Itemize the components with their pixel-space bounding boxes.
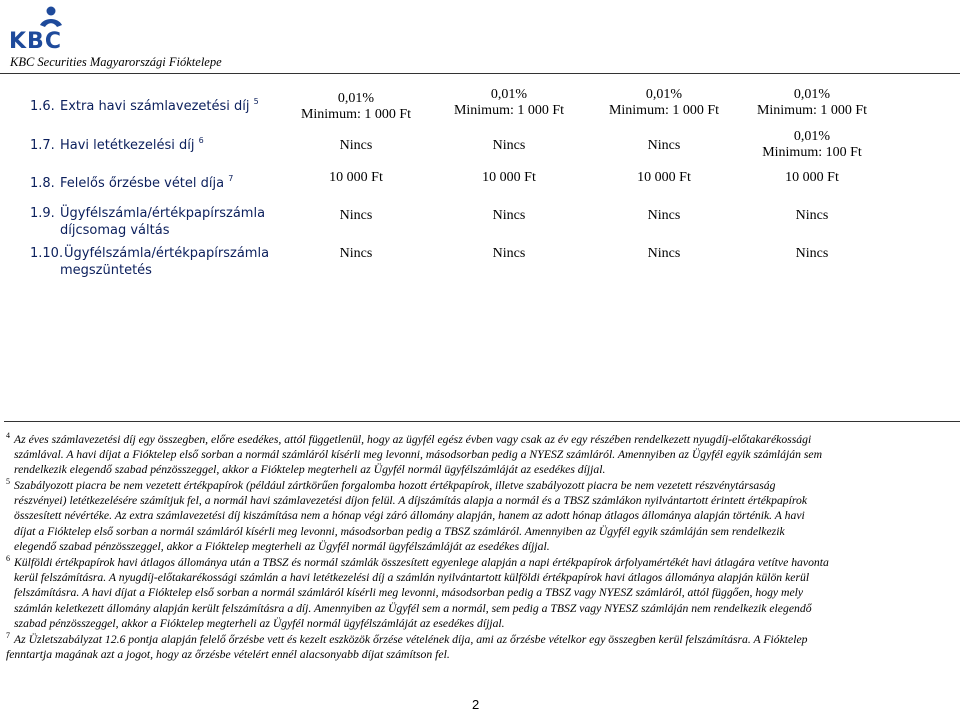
row-1-7-col-1: Nincs [339,138,373,153]
row-1-9-col-4: Nincs [795,208,829,223]
row-1-8-col-2: 10 000 Ft [482,170,536,185]
row-1-7-col-4: 0,01% Minimum: 100 Ft [762,129,862,160]
header-divider [0,73,960,74]
row-1-10-col-1: Nincs [339,246,373,261]
kbc-logo [6,4,226,68]
row-1-7-col-2: Nincs [492,138,526,153]
row-1-9-col-1: Nincs [339,208,373,223]
row-1-8-label: 1.8. Felelős őrzésbe vétel díja $^7$ [30,174,234,191]
kbc-logo-icon [6,4,96,52]
row-1-10-col-4: Nincs [795,246,829,261]
row-1-9-col-3: Nincs [647,208,681,223]
footnote-4: $^4$ Az éves számlavezetési díj egy összegben, előre esedékes, attól függetlenül, hogy az ügyfél egész évben vagy csak az év egy részében rendelkezett nyugdíj-előtakarékossági számlával. A havi díjat a Fióktelep első sorban a normál számláról kísérli meg levonni, másodsorban pedig a NYESZ számláról. Amennyiben az Ügyfél egyik számláján sem rendelkezik elegendő szabad pénzösszeggel, akkor a Fióktelep megterheli az Ügyfél normál ügyfélszámláját az esedékes díjjal. [6,431,823,477]
row-1-9-label: 1.9. Ügyfélszámla/értékpapírszámla díjcsomag váltás [30,206,266,238]
row-1-8-col-3: 10 000 Ft [637,170,691,185]
row-1-10-label: 1.10.Ügyfélszámla/értékpapírszámla megszüntetés [30,246,270,278]
row-1-9-col-2: Nincs [492,208,526,223]
row-1-8-col-4: 10 000 Ft [785,170,839,185]
branch-subtitle: KBC Securities Magyarországi Fióktelepe [10,55,222,69]
row-1-6-col-4: 0,01% Minimum: 1 000 Ft [756,87,868,118]
footnote-7: $^7$ Az Üzletszabályzat 12.6 pontja alapján felelő őrzésbe vett és kezelt eszközök őrzése vételének díja, ami az őrzésbe vételkor egy összegben kerül felszámításra. A Fióktelep fenntartja magának azt a jogot, hogy az őrzésbe vételért ennél alacsonyabb díjat számítson fel. [6,631,808,662]
row-1-10-col-3: Nincs [647,246,681,261]
row-1-10-col-2: Nincs [492,246,526,261]
row-1-6-label: 1.6. Extra havi számlavezetési díj $^5$ [30,97,259,114]
row-1-6-col-3: 0,01% Minimum: 1 000 Ft [608,87,720,118]
logo-text: KBC [9,29,62,52]
footnote-5: $^5$ Szabályozott piacra be nem vezetett értékpapírok (például zártkörűen forgalomba hozott értékpapírok, illetve szabályozott piacra be nem vezetett részvénytársaság részvényei) letétkezelésére számítjuk fel, a normál havi számlavezetési díjon felül. A díjszámítás alapja a normál és a TBSZ számlákon nyilvántartott érintett értékpapírok összesített névértéke. Az extra számlavezetési díj kiszámítása nem a hónap végi záró állomány alapján, hanem az adott hónap átlagos állománya alapján történik. A havi díjat a Fióktelep első sorban a normál számláról kísérli meg levonni, másodsorban pedig a TBSZ számláról. Amennyiben az Ügyfél egyik számláján sem rendelkezik elegendő szabad pénzösszeggel, akkor a Fióktelep megterheli az Ügyfél normál ügyfélszámláját az esedékes díjjal. [6,477,808,553]
row-1-6-col-2: 0,01% Minimum: 1 000 Ft [453,87,565,118]
row-1-8-col-1: 10 000 Ft [329,170,383,185]
row-1-7-col-3: Nincs [647,138,681,153]
page-number: 2 [472,697,480,712]
row-1-6-col-1: 0,01% Minimum: 1 000 Ft [300,91,412,122]
footnote-6: $^6$ Külföldi értékpapírok havi átlagos állománya után a TBSZ és normál számlák összesített egyenlege alapján a napi értékpapírok árfolyamértékét havi átlagára vetítve havonta kerül felszámításra. A nyugdíj-előtakarékossági számlán a havi letétkezelési díj a számlán nyilvántartott külföldi értékpapírok havi átlagos állománya alapján külön kerül felszámításra. A havi díjat a Fióktelep első sorban a normál számláról kísérli meg levonni, másodsorban pedig a TBSZ vagy NYESZ számláról, attól függően, hogy mely számlán keletkezett állomány alapján került felszámításra a díj. Amennyiben az Ügyfél sem a normál, sem pedig a TBSZ vagy NYESZ számláján nem rendelkezik elegendő szabad pénzösszeggel, akkor a Fióktelep megterheli az Ügyfél normál ügyfélszámláját az esedékes díjjal. [6,554,829,630]
row-1-7-label: 1.7. Havi letétkezelési díj $^6$ [30,136,204,153]
footnote-divider [4,421,960,422]
